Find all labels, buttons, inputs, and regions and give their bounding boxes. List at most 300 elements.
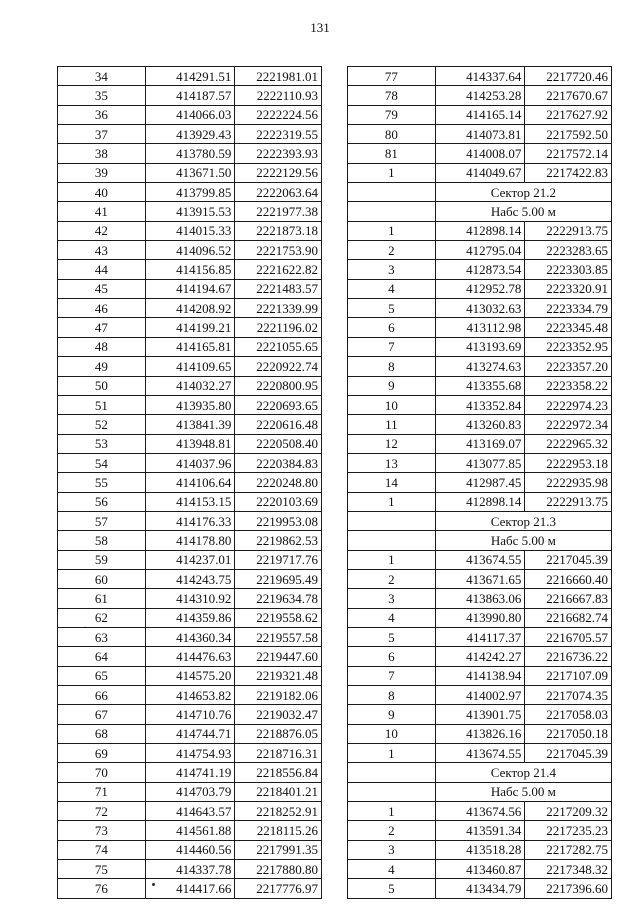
coordinate-x: 414253.28	[435, 86, 525, 105]
point-number: 49	[58, 357, 146, 376]
coordinate-y: 2223334.79	[525, 299, 612, 318]
table-row	[58, 782, 322, 801]
table-row	[348, 724, 612, 743]
coordinate-y: 2217050.18	[525, 724, 612, 743]
table-row	[348, 299, 612, 318]
point-number: 48	[58, 337, 146, 356]
table-row	[348, 453, 612, 472]
point-number: 76	[58, 879, 146, 898]
point-number: 1	[348, 744, 436, 763]
point-number: 6	[348, 647, 436, 666]
coordinate-y: 2221981.01	[235, 67, 322, 86]
point-number: 81	[348, 144, 436, 163]
coordinate-x: 414176.33	[145, 511, 235, 530]
point-number: 43	[58, 241, 146, 260]
point-number: 9	[348, 705, 436, 724]
sector-title: Сектор 21.2	[435, 183, 611, 202]
coordinate-y: 2217074.35	[525, 686, 612, 705]
point-number: 65	[58, 666, 146, 685]
coordinate-y: 2220248.80	[235, 473, 322, 492]
sector-height: Набс 5.00 м	[435, 202, 611, 221]
coordinate-y: 2221753.90	[235, 241, 322, 260]
coordinate-y: 2217592.50	[525, 125, 612, 144]
coordinate-y: 2222393.93	[235, 144, 322, 163]
table-row	[348, 763, 612, 782]
coordinate-y: 2222224.56	[235, 105, 322, 124]
page-number: 131	[310, 20, 330, 35]
point-number: 42	[58, 221, 146, 240]
coordinate-x: 413274.63	[435, 357, 525, 376]
coordinate-x: 414242.27	[435, 647, 525, 666]
table-row	[348, 782, 612, 801]
coordinate-y: 2222129.56	[235, 163, 322, 182]
coordinate-x: 414037.96	[145, 453, 235, 472]
point-number: 2	[348, 569, 436, 588]
table-row	[58, 589, 322, 608]
point-number: 10	[348, 395, 436, 414]
table-row	[58, 511, 322, 530]
point-number: 8	[348, 686, 436, 705]
coordinate-y: 2217880.80	[235, 860, 322, 879]
table-row	[58, 860, 322, 879]
point-number: 51	[58, 395, 146, 414]
coordinate-y: 2217776.97	[235, 879, 322, 898]
coordinate-y: 2216667.83	[525, 589, 612, 608]
table-row	[58, 395, 322, 414]
coordinate-y: 2221339.99	[235, 299, 322, 318]
coordinate-y: 2219953.08	[235, 511, 322, 530]
table-row	[348, 260, 612, 279]
table-row	[58, 802, 322, 821]
coordinate-y: 2221622.82	[235, 260, 322, 279]
coordinate-y: 2220693.65	[235, 395, 322, 414]
point-number: 10	[348, 724, 436, 743]
table-row	[58, 763, 322, 782]
point-number: 1	[348, 802, 436, 821]
sector-height: Набс 5.00 м	[435, 782, 611, 801]
coordinate-y: 2216682.74	[525, 608, 612, 627]
coordinate-y: 2219447.60	[235, 647, 322, 666]
coordinate-x: 413352.84	[435, 395, 525, 414]
point-number: 68	[58, 724, 146, 743]
coordinate-y: 2222913.75	[525, 492, 612, 511]
point-number: 6	[348, 318, 436, 337]
table-row	[348, 686, 612, 705]
coordinate-y: 2219717.76	[235, 550, 322, 569]
coordinate-x: 414575.20	[145, 666, 235, 685]
coordinate-y: 2222965.32	[525, 434, 612, 453]
table-row	[58, 492, 322, 511]
table-row	[58, 163, 322, 182]
coordinate-x: 414243.75	[145, 569, 235, 588]
table-row	[58, 241, 322, 260]
coordinate-x: 414138.94	[435, 666, 525, 685]
coordinate-x: 414360.34	[145, 627, 235, 646]
point-number: 59	[58, 550, 146, 569]
coordinate-y: 2220103.69	[235, 492, 322, 511]
coordinate-x: 413799.85	[145, 183, 235, 202]
point-number: 46	[58, 299, 146, 318]
coordinate-x: 414049.67	[435, 163, 525, 182]
table-row	[348, 860, 612, 879]
coordinate-y: 2217045.39	[525, 744, 612, 763]
coordinate-y: 2223320.91	[525, 279, 612, 298]
coordinate-x: 414741.19	[145, 763, 235, 782]
coordinate-x: 414187.57	[145, 86, 235, 105]
coordinate-x: 414066.03	[145, 105, 235, 124]
coordinate-y: 2223352.95	[525, 337, 612, 356]
point-number: 62	[58, 608, 146, 627]
coordinate-x: 414561.88	[145, 821, 235, 840]
point-number: 1	[348, 492, 436, 511]
coordinate-y: 2217058.03	[525, 705, 612, 724]
empty-cell	[348, 782, 436, 801]
point-number: 73	[58, 821, 146, 840]
point-number: 79	[348, 105, 436, 124]
coordinate-x: 412795.04	[435, 241, 525, 260]
point-number: 38	[58, 144, 146, 163]
coordinate-y: 2221977.38	[235, 202, 322, 221]
point-number: 41	[58, 202, 146, 221]
table-row	[58, 183, 322, 202]
coordinate-y: 2223345.48	[525, 318, 612, 337]
empty-cell	[348, 511, 436, 530]
coordinate-y: 2222063.64	[235, 183, 322, 202]
coordinate-x: 414703.79	[145, 782, 235, 801]
coordinate-x: 414106.64	[145, 473, 235, 492]
point-number: 12	[348, 434, 436, 453]
table-row	[58, 705, 322, 724]
coordinate-y: 2223283.65	[525, 241, 612, 260]
table-row	[58, 221, 322, 240]
point-number: 14	[348, 473, 436, 492]
table-row	[58, 840, 322, 859]
coordinate-y: 2216705.57	[525, 627, 612, 646]
coordinate-x: 413948.81	[145, 434, 235, 453]
table-row	[348, 608, 612, 627]
table-row	[58, 647, 322, 666]
coordinate-y: 2218556.84	[235, 763, 322, 782]
table-row	[348, 434, 612, 453]
coordinate-x: 414710.76	[145, 705, 235, 724]
coordinate-x: 413591.34	[435, 821, 525, 840]
table-row	[58, 473, 322, 492]
point-number: 1	[348, 221, 436, 240]
coordinate-x: 414359.86	[145, 608, 235, 627]
table-row	[348, 569, 612, 588]
point-number: 35	[58, 86, 146, 105]
coordinate-x: 414008.07	[435, 144, 525, 163]
sector-height: Набс 5.00 м	[435, 531, 611, 550]
table-row	[348, 415, 612, 434]
table-row	[58, 318, 322, 337]
point-number: 55	[58, 473, 146, 492]
point-number: 4	[348, 608, 436, 627]
table-row	[58, 415, 322, 434]
point-number: 53	[58, 434, 146, 453]
table-row	[348, 163, 612, 182]
coordinate-x: 413169.07	[435, 434, 525, 453]
coordinate-y: 2220800.95	[235, 376, 322, 395]
point-number: 58	[58, 531, 146, 550]
coordinate-x: 413355.68	[435, 376, 525, 395]
table-row	[58, 299, 322, 318]
coordinate-y: 2223303.85	[525, 260, 612, 279]
point-number: 4	[348, 279, 436, 298]
point-number: 64	[58, 647, 146, 666]
coordinate-y: 2222972.34	[525, 415, 612, 434]
point-number: 67	[58, 705, 146, 724]
coordinate-y: 2218252.91	[235, 802, 322, 821]
table-row	[58, 144, 322, 163]
table-row	[58, 434, 322, 453]
table-row	[58, 453, 322, 472]
coordinate-x: 414002.97	[435, 686, 525, 705]
table-row	[348, 105, 612, 124]
coordinate-x: 414156.85	[145, 260, 235, 279]
coordinate-y: 2217235.23	[525, 821, 612, 840]
table-row	[58, 608, 322, 627]
coordinate-x: 414310.92	[145, 589, 235, 608]
table-row	[58, 531, 322, 550]
coordinate-x: 414109.65	[145, 357, 235, 376]
left-table-body	[58, 67, 322, 899]
coordinate-y: 2219321.48	[235, 666, 322, 685]
coordinate-y: 2217107.09	[525, 666, 612, 685]
table-row	[348, 647, 612, 666]
point-number: 3	[348, 260, 436, 279]
table-row	[58, 666, 322, 685]
point-number: 13	[348, 453, 436, 472]
coordinate-y: 2217572.14	[525, 144, 612, 163]
point-number: 69	[58, 744, 146, 763]
coordinate-x: 414199.21	[145, 318, 235, 337]
coordinate-x: 414153.15	[145, 492, 235, 511]
point-number: 5	[348, 627, 436, 646]
point-number: 3	[348, 589, 436, 608]
coordinate-y: 2219695.49	[235, 569, 322, 588]
coordinate-x: 414291.51	[145, 67, 235, 86]
point-number: 80	[348, 125, 436, 144]
coordinate-x: 414460.56	[145, 840, 235, 859]
table-row	[348, 705, 612, 724]
coordinate-x: 412987.45	[435, 473, 525, 492]
table-row	[348, 144, 612, 163]
coordinate-x: 414032.27	[145, 376, 235, 395]
table-row	[348, 802, 612, 821]
coordinates-table-right	[347, 66, 612, 899]
coordinate-x: 413780.59	[145, 144, 235, 163]
point-number: 9	[348, 376, 436, 395]
point-number: 45	[58, 279, 146, 298]
table-row	[58, 125, 322, 144]
table-row	[58, 105, 322, 124]
coordinate-y: 2218115.26	[235, 821, 322, 840]
coordinate-x: 414337.78	[145, 860, 235, 879]
point-number: 50	[58, 376, 146, 395]
table-row	[348, 183, 612, 202]
sector-title: Сектор 21.3	[435, 511, 611, 530]
coordinate-x: 414178.80	[145, 531, 235, 550]
coordinate-x: 413434.79	[435, 879, 525, 898]
coordinate-y: 2217422.83	[525, 163, 612, 182]
coordinate-x: 412898.14	[435, 492, 525, 511]
point-number: 72	[58, 802, 146, 821]
stray-dot	[152, 883, 155, 886]
coordinate-x: 412873.54	[435, 260, 525, 279]
coordinate-y: 2217282.75	[525, 840, 612, 859]
table-row	[348, 241, 612, 260]
coordinate-y: 2219558.62	[235, 608, 322, 627]
table-row	[348, 550, 612, 569]
coordinate-y: 2222913.75	[525, 221, 612, 240]
coordinate-x: 413674.55	[435, 550, 525, 569]
point-number: 52	[58, 415, 146, 434]
coordinate-y: 2219032.47	[235, 705, 322, 724]
point-number: 61	[58, 589, 146, 608]
point-number: 3	[348, 840, 436, 859]
table-row	[348, 86, 612, 105]
point-number: 60	[58, 569, 146, 588]
table-row	[348, 337, 612, 356]
coordinate-x: 413841.39	[145, 415, 235, 434]
empty-cell	[348, 183, 436, 202]
coordinate-y: 2223358.22	[525, 376, 612, 395]
coordinate-x: 413518.28	[435, 840, 525, 859]
coordinate-y: 2221873.18	[235, 221, 322, 240]
table-row	[58, 260, 322, 279]
coordinate-x: 414417.66	[145, 879, 235, 898]
table-row	[348, 67, 612, 86]
coordinate-y: 2219634.78	[235, 589, 322, 608]
table-row	[58, 686, 322, 705]
coordinate-y: 2222974.23	[525, 395, 612, 414]
coordinate-y: 2218876.05	[235, 724, 322, 743]
coordinates-table-left	[57, 66, 322, 899]
coordinate-x: 414337.64	[435, 67, 525, 86]
table-row	[58, 879, 322, 898]
empty-cell	[348, 531, 436, 550]
coordinate-y: 2221483.57	[235, 279, 322, 298]
table-row	[58, 86, 322, 105]
empty-cell	[348, 763, 436, 782]
coordinate-x: 413674.56	[435, 802, 525, 821]
coordinate-x: 413929.43	[145, 125, 235, 144]
coordinate-x: 414073.81	[435, 125, 525, 144]
coordinate-y: 2217396.60	[525, 879, 612, 898]
coordinate-x: 414476.63	[145, 647, 235, 666]
coordinate-y: 2221196.02	[235, 318, 322, 337]
point-number: 56	[58, 492, 146, 511]
point-number: 5	[348, 879, 436, 898]
point-number: 2	[348, 821, 436, 840]
coordinate-y: 2220508.40	[235, 434, 322, 453]
coordinate-y: 2222953.18	[525, 453, 612, 472]
coordinate-y: 2217209.32	[525, 802, 612, 821]
point-number: 7	[348, 666, 436, 685]
coordinate-y: 2219862.53	[235, 531, 322, 550]
point-number: 70	[58, 763, 146, 782]
table-row	[348, 531, 612, 550]
coordinate-x: 414237.01	[145, 550, 235, 569]
table-row	[348, 221, 612, 240]
table-row	[348, 666, 612, 685]
coordinate-x: 413671.65	[435, 569, 525, 588]
right-table-body	[348, 67, 612, 899]
coordinate-y: 2221055.65	[235, 337, 322, 356]
coordinate-y: 2216736.22	[525, 647, 612, 666]
table-row	[348, 376, 612, 395]
coordinate-y: 2218716.31	[235, 744, 322, 763]
coordinate-y: 2219557.58	[235, 627, 322, 646]
table-row	[348, 511, 612, 530]
coordinate-y: 2216660.40	[525, 569, 612, 588]
coordinate-x: 413863.06	[435, 589, 525, 608]
table-row	[58, 67, 322, 86]
point-number: 2	[348, 241, 436, 260]
coordinate-y: 2220616.48	[235, 415, 322, 434]
coordinate-x: 414194.67	[145, 279, 235, 298]
table-row	[348, 879, 612, 898]
point-number: 71	[58, 782, 146, 801]
point-number: 77	[348, 67, 436, 86]
coordinate-y: 2223357.20	[525, 357, 612, 376]
table-row	[348, 744, 612, 763]
table-row	[58, 821, 322, 840]
point-number: 39	[58, 163, 146, 182]
point-number: 34	[58, 67, 146, 86]
coordinate-x: 413826.16	[435, 724, 525, 743]
coordinate-x: 413915.53	[145, 202, 235, 221]
point-number: 78	[348, 86, 436, 105]
coordinate-x: 413901.75	[435, 705, 525, 724]
point-number: 66	[58, 686, 146, 705]
coordinate-y: 2217045.39	[525, 550, 612, 569]
coordinate-x: 413260.83	[435, 415, 525, 434]
table-row	[348, 395, 612, 414]
coordinate-x: 414165.14	[435, 105, 525, 124]
point-number: 63	[58, 627, 146, 646]
table-row	[348, 589, 612, 608]
coordinate-x: 414643.57	[145, 802, 235, 821]
table-row	[348, 821, 612, 840]
point-number: 57	[58, 511, 146, 530]
coordinate-x: 413990.80	[435, 608, 525, 627]
coordinate-x: 413032.63	[435, 299, 525, 318]
coordinate-x: 414653.82	[145, 686, 235, 705]
coordinate-y: 2217348.32	[525, 860, 612, 879]
coordinate-y: 2217720.46	[525, 67, 612, 86]
coordinate-x: 414165.81	[145, 337, 235, 356]
coordinate-x: 414096.52	[145, 241, 235, 260]
point-number: 1	[348, 550, 436, 569]
coordinate-x: 412952.78	[435, 279, 525, 298]
point-number: 47	[58, 318, 146, 337]
point-number: 11	[348, 415, 436, 434]
table-row	[348, 279, 612, 298]
table-row	[58, 279, 322, 298]
sector-title: Сектор 21.4	[435, 763, 611, 782]
coordinate-y: 2222110.93	[235, 86, 322, 105]
coordinate-x: 414117.37	[435, 627, 525, 646]
empty-cell	[348, 202, 436, 221]
table-row	[58, 744, 322, 763]
coordinate-y: 2220922.74	[235, 357, 322, 376]
coordinate-y: 2217670.67	[525, 86, 612, 105]
table-row	[58, 724, 322, 743]
point-number: 36	[58, 105, 146, 124]
table-row	[348, 125, 612, 144]
